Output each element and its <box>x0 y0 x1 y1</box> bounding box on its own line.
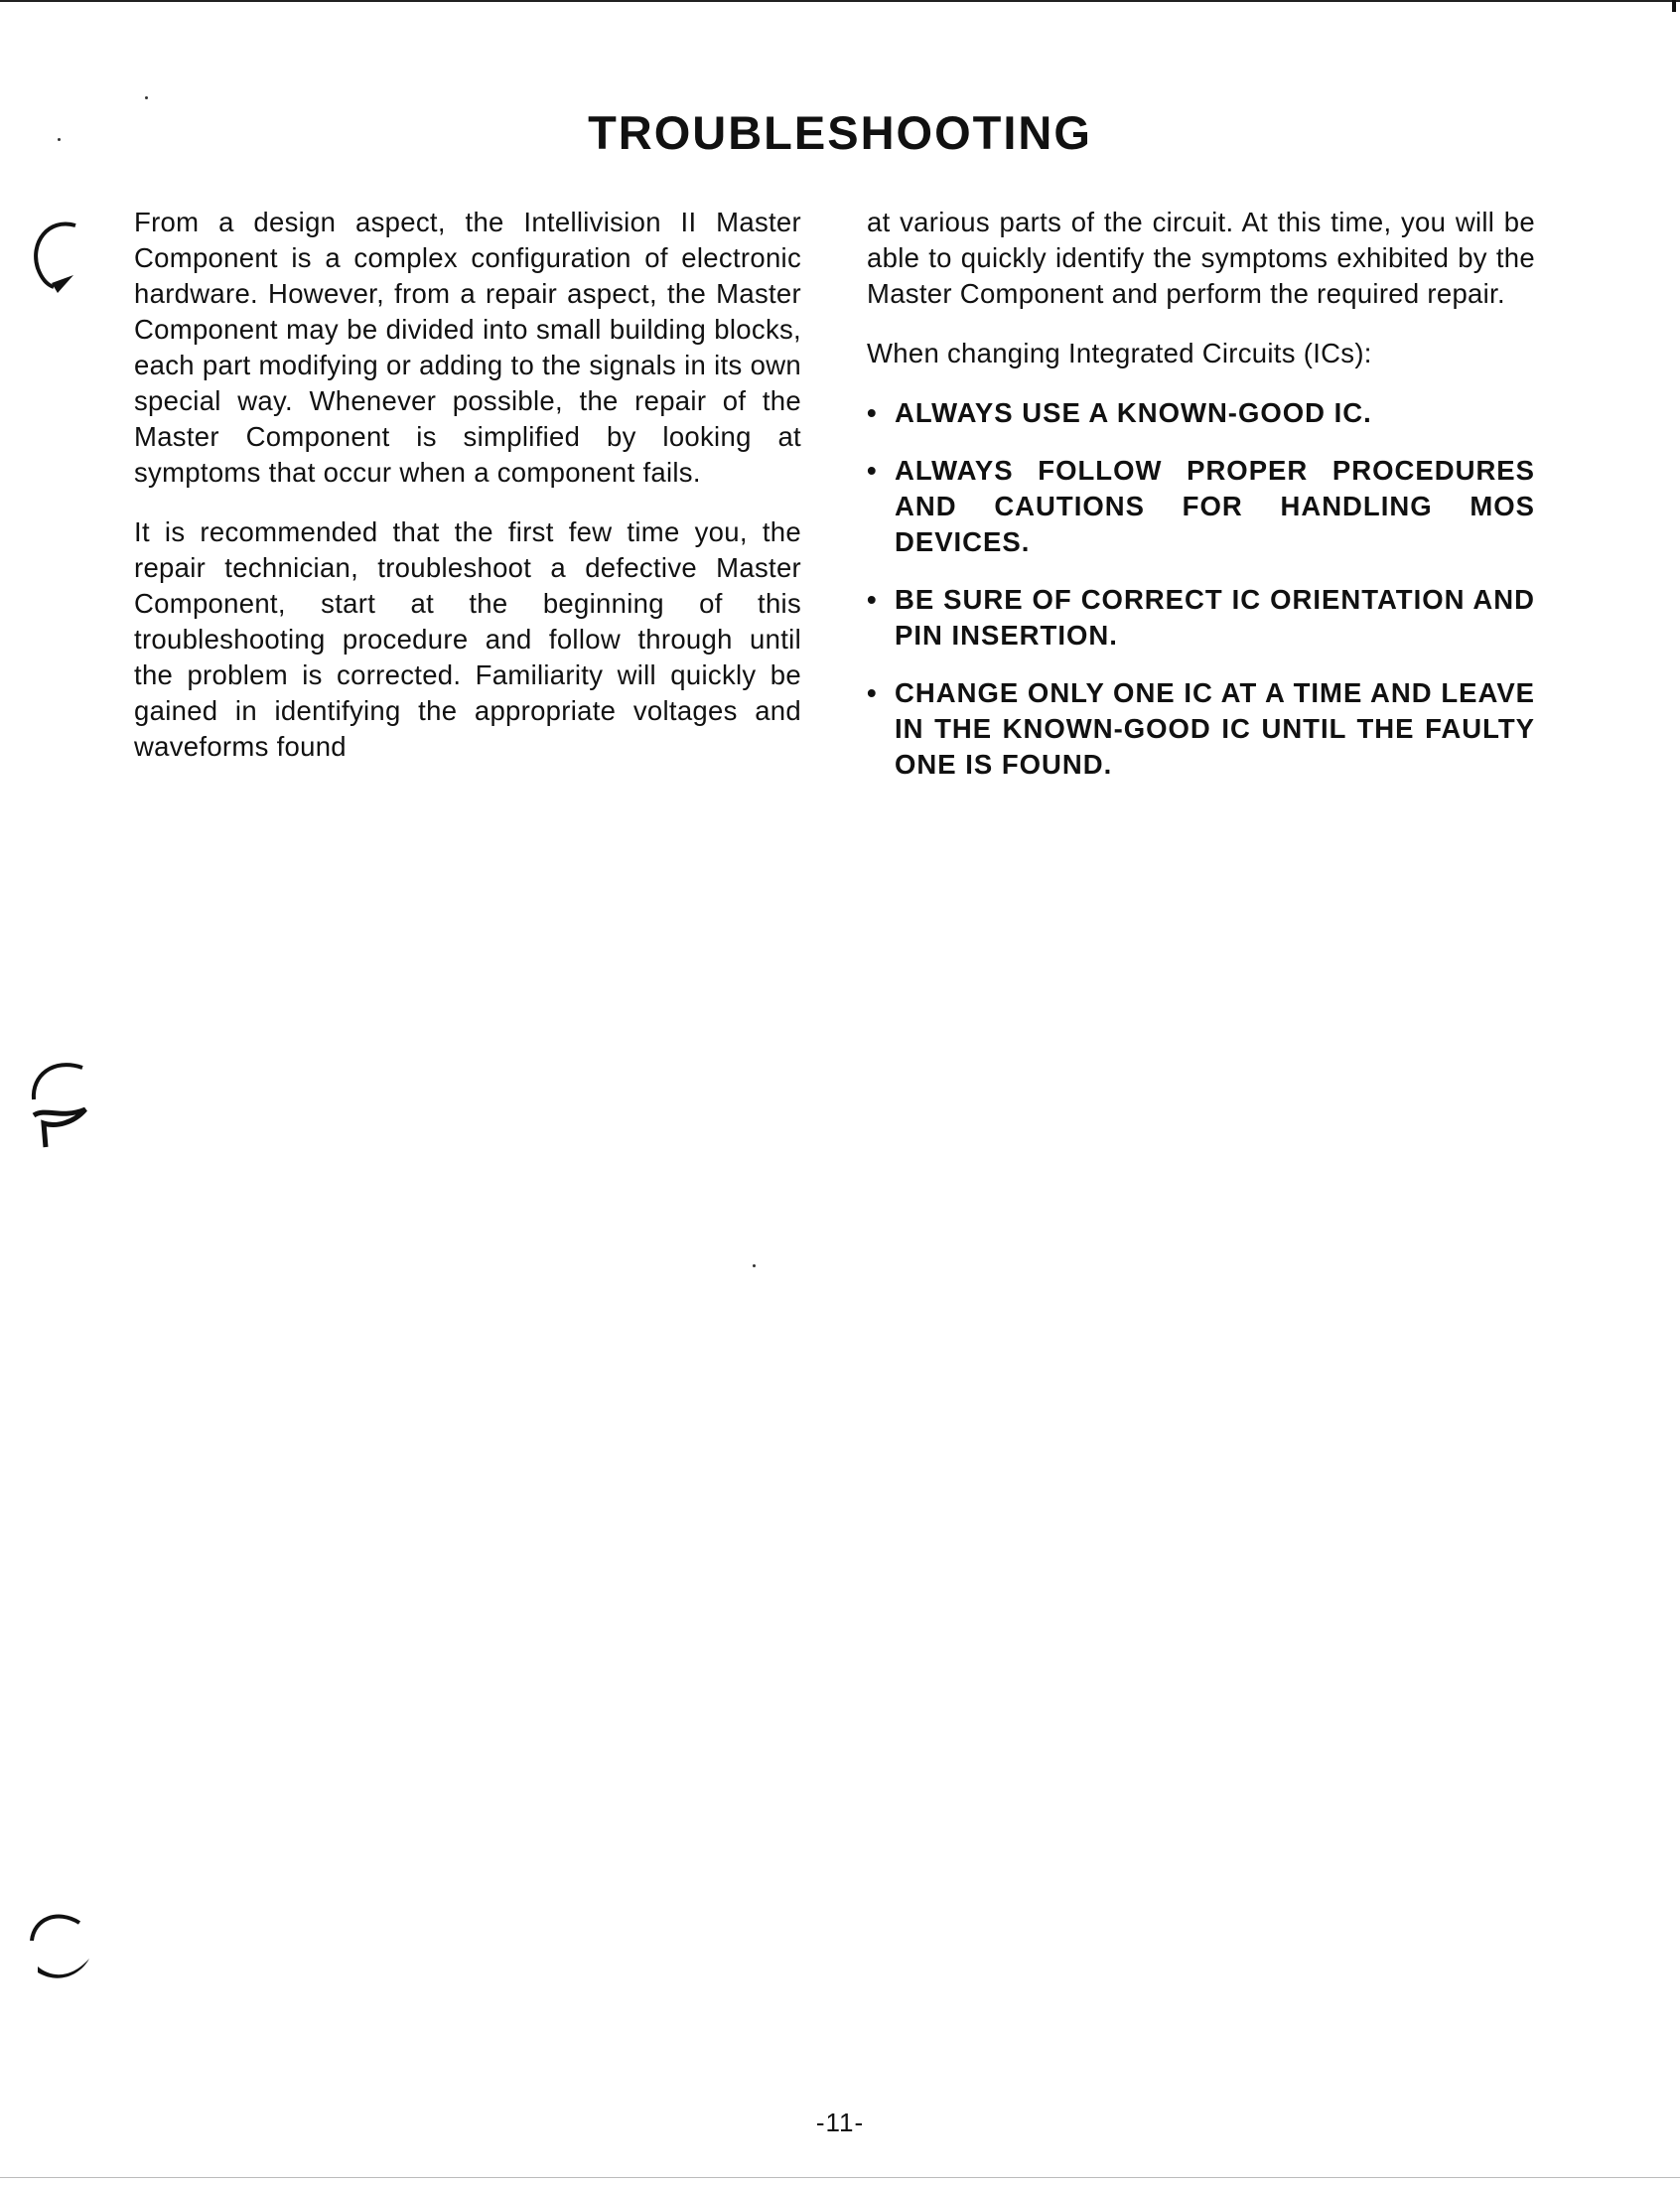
right-column <box>867 205 1535 804</box>
intro-paragraph: From a design aspect, the Intellivision II Master Component is a complex configuration of electronic hardware. However, from a repair aspect, the Master Component may be divided into small building blocks, each part modifying or adding to the signals in its own special way. Whenever possible, the repair of the Master Component is simplified by looking at symptoms that occur when a component fails. <box>134 207 801 488</box>
scan-speck <box>753 1264 756 1267</box>
page-title: TROUBLESHOOTING <box>588 106 1092 159</box>
bottom-border-line <box>0 2177 1680 2178</box>
bullet-icon: • <box>867 677 878 708</box>
bullet-icon: • <box>867 455 878 486</box>
list-item-text: ALWAYS USE A KNOWN-GOOD IC. <box>895 397 1372 428</box>
continuation-paragraph: at various parts of the circuit. At this time, you will be able to quickly identify the symptoms exhibited by the Master Component and perform the required repair. <box>867 207 1535 309</box>
ic-change-heading: When changing Integrated Circuits (ICs): <box>867 338 1372 368</box>
scan-speck <box>145 96 148 99</box>
bullet-icon: • <box>867 397 878 428</box>
list-item <box>867 582 1535 654</box>
recommendation-paragraph: It is recommended that the first few time you, the repair technician, troubleshoot a defective Master Component, start at the beginning of this troubleshooting procedure and follow through until the problem is corrected. Familiarity will quickly be gained in identifying the appropriate voltages and waveforms found <box>134 516 801 762</box>
list-item <box>867 675 1535 783</box>
top-border-line <box>0 0 1680 2</box>
binder-hole-bottom-icon <box>28 1899 97 1998</box>
list-item <box>867 453 1535 560</box>
list-item-text: ALWAYS FOLLOW PROPER PROCEDURES AND CAUTIONS FOR HANDLING MOS DEVICES. <box>895 455 1535 557</box>
list-item <box>867 395 1535 431</box>
ic-guidelines-list <box>867 395 1535 783</box>
left-column <box>134 205 801 789</box>
binder-hole-top-icon <box>28 214 97 313</box>
page-number: -11- <box>815 2108 865 2137</box>
corner-mark <box>1672 0 1676 12</box>
binder-hole-middle-icon <box>28 1058 97 1157</box>
list-item-text: CHANGE ONLY ONE IC AT A TIME AND LEAVE IN THE KNOWN-GOOD IC UNTIL THE FAULTY ONE IS FOUND. <box>895 677 1535 780</box>
list-item-text: BE SURE OF CORRECT IC ORIENTATION AND PIN INSERTION. <box>895 584 1535 651</box>
bullet-icon: • <box>867 584 878 615</box>
